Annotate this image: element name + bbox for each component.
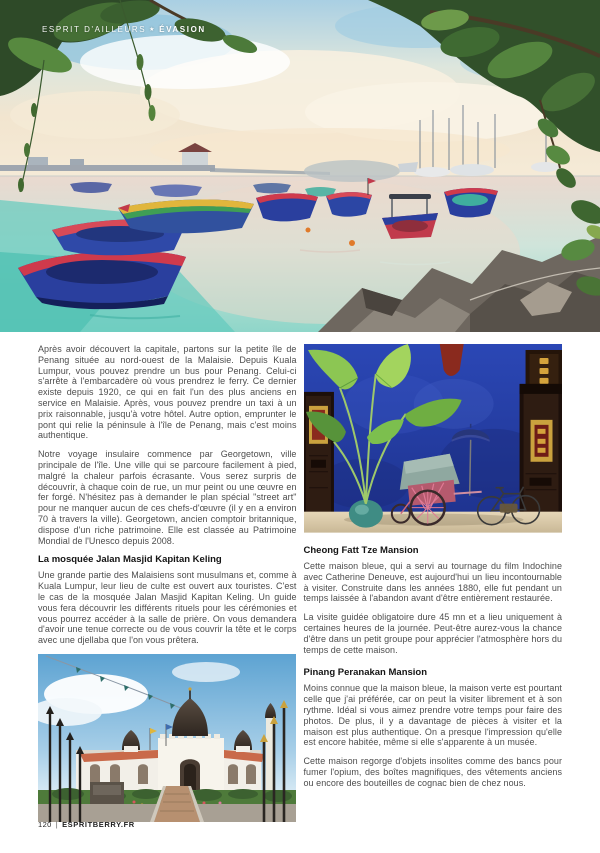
cheong-paragraph-2: La visite guidée obligatoire dure 45 mn et a lieu uniquement à certaines heures de la journée. Peut-être aurez-vous la chance d'être dans un petit groupe pour apprécier l'atmosphère hors du temps de cette maison. bbox=[303, 612, 562, 655]
right-column bbox=[304, 344, 563, 822]
site-name: ESPRITBERRY.FR bbox=[62, 820, 135, 829]
mosque-photo-illustration bbox=[38, 654, 296, 822]
footer-divider: | bbox=[55, 820, 59, 829]
mansion-heading-pinang-peranakan: Pinang Peranakan Mansion bbox=[303, 667, 428, 679]
mosque-photo bbox=[38, 654, 296, 822]
header-rubric-badge bbox=[42, 25, 206, 34]
mosque-paragraph: Une grande partie des Malaisiens sont musulmans et, comme à Kuala Lumpur, leur lieu de culte est ouvert aux touristes. C'est le cas de la mosquée Jalan Masjid Kapitan Keling. Un guide vous fera découvrir les différents rituels pour les cérémonies et vous pourrez accéder à la salle de prière. On vous demandera d'avoir une tenue correcte ou de vous couvrir la tête et le corps avec une djellaba que l'on vous prêtera. bbox=[38, 570, 297, 646]
rubric-series-label: ESPRIT D'AILLEURS bbox=[42, 25, 147, 34]
mansion-heading-cheong-fatt-tze: Cheong Fatt Tze Mansion bbox=[303, 545, 419, 556]
peranakan-paragraph-1: Moins connue que la maison bleue, la maison verte est pourtant celle que j'ai préférée, car on peut la visiter librement et à son rythme. Idéal si vous aimez prendre votre temps pour faire des photos. De plus, il y a davantage de pièces à visiter et la maison est plus authentique. On a presque l'impression qu'elle est encore habitée, même si elle s'apparente à un musée. bbox=[303, 683, 562, 748]
star-icon: ★ bbox=[149, 27, 157, 33]
blue-mansion-photo bbox=[304, 344, 563, 533]
left-column bbox=[38, 344, 297, 822]
page-footer bbox=[38, 820, 135, 829]
article-body bbox=[38, 344, 562, 822]
mosque-section-heading: La mosquée Jalan Masjid Kapitan Keling bbox=[38, 554, 222, 566]
intro-paragraph: Après avoir découvert la capitale, partons sur la petite île de Penang située au nord-ouest de la Malaisie. Depuis Kuala Lumpur, vous pouvez prendre un bus pour Penang. Celui-ci s'arrête à l'embarcadère où vous prendrez le ferry. Ce dernier existe depuis 1920, ce qui en fait l'un des plus anciens en service en Malaisie. Après, vous pouvez prendre un taxi à un prix raisonnable, jusqu'à votre hôtel. Autre option, emprunter le pont qui relie la péninsule à l'île de Penang, mais c'est moins authentique. bbox=[38, 344, 297, 441]
peranakan-paragraph-2: Cette maison regorge d'objets insolites comme des bancs pour fumer l'opium, des boîtes magnifiques, des vêtements anciens ou encore des bouteilles de cognac bien de chez nous. bbox=[303, 756, 562, 788]
hero-photo-illustration bbox=[0, 0, 600, 332]
hero-photo-penang-harbour bbox=[0, 0, 600, 332]
rubric-section-label: ÉVASION bbox=[159, 25, 206, 34]
georgetown-paragraph: Notre voyage insulaire commence par Georgetown, ville principale de l'île. Une ville qui se parcoure facilement à pied, malgré la chaleur parfois écrasante. Vous serez surpris de découvrir, à chaque coin de rue, un mur peint ou une œuvre en fer forgé. N'hésitez pas à demander le plan spécial "street art" pour ne manquer aucun de ces chefs-d'œuvre (il y en a environ 70 à travers la ville). Georgetown, ancien comptoir britannique, dispose d'un riche patrimoine. Elle est classée au Patrimoine Mondial de l'Unesco depuis 2008. bbox=[38, 449, 297, 546]
blue-mansion-photo-illustration bbox=[304, 344, 562, 533]
cheong-paragraph-1: Cette maison bleue, qui a servi au tournage du film Indochine avec Catherine Deneuve, est aujourd'hui un lieu incontournable à visiter. Construite dans les années 1880, elle fut pendant un temps laissée à l'abandon avant d'être entièrement restaurée. bbox=[303, 561, 562, 604]
page-number: 120 bbox=[38, 820, 52, 829]
